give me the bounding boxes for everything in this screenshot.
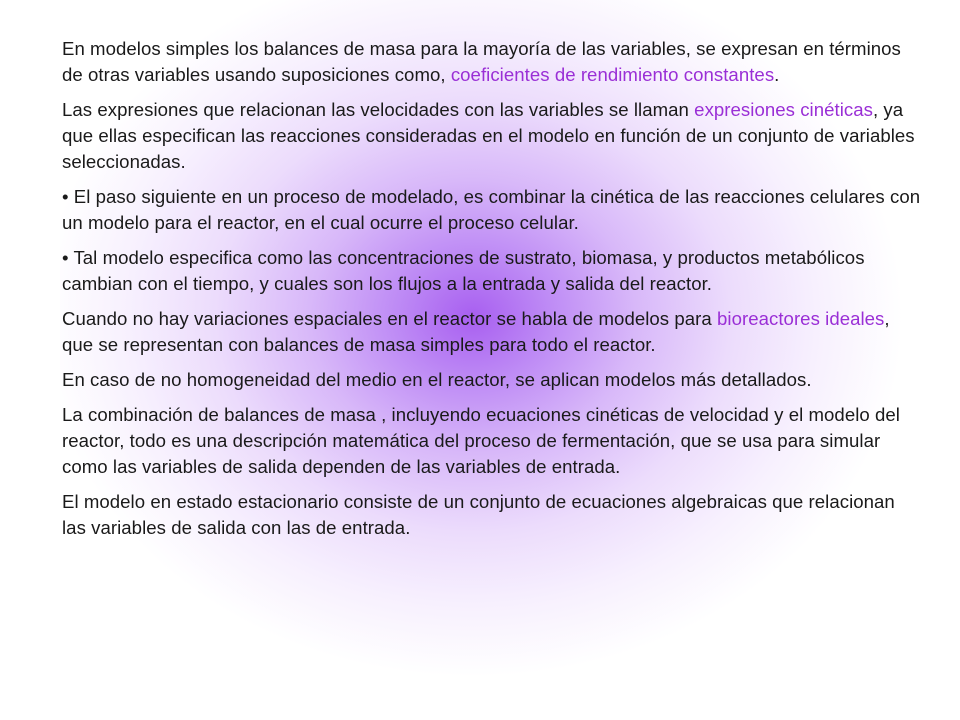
text-segment: • Tal modelo especifica como las concentraciones de sustrato, biomasa, y productos metabólicos cambian con el tiempo, y cuales son los flujos a la entrada y salida del reactor.: [62, 247, 865, 294]
text-segment: .: [774, 64, 780, 85]
text-segment: , que se representan con balances de masa simples para todo el reactor.: [62, 308, 890, 355]
text-segment: Las expresiones que relacionan las velocidades con las variables se llaman: [62, 99, 695, 120]
highlighted-term: coeficientes de rendimiento constantes: [450, 64, 775, 85]
highlighted-term: bioreactores ideales: [717, 308, 885, 329]
text-segment: En modelos simples los balances de masa para la mayoría de las variables, se expresan en términos de otras variables usando suposiciones como,: [62, 38, 901, 85]
paragraph-tal-modelo: [62, 245, 922, 297]
paragraph-no-homogeneidad: [62, 367, 922, 393]
text-segment: Cuando no hay variaciones espaciales en el reactor se habla de modelos para: [62, 308, 717, 329]
text-segment: El modelo en estado estacionario consiste de un conjunto de ecuaciones algebraicas que relacionan las variables de salida con las de entrada.: [62, 491, 895, 538]
paragraph-coeficientes: [62, 36, 922, 88]
paragraph-bioreactores: [62, 306, 922, 358]
paragraph-estacionario: [62, 489, 922, 541]
text-segment: La combinación de balances de masa , incluyendo ecuaciones cinéticas de velocidad y el modelo del reactor, todo es una descripción matemática del proceso de fermentación, que se usa para simular como las variables de salida dependen de las variables de entrada.: [62, 404, 900, 477]
slide-body: [62, 36, 922, 550]
paragraph-paso-siguiente: [62, 184, 922, 236]
paragraph-expresiones: [62, 97, 922, 175]
text-segment: En caso de no homogeneidad del medio en el reactor, se aplican modelos más detallados.: [62, 369, 812, 390]
text-segment: • El paso siguiente en un proceso de modelado, es combinar la cinética de las reacciones celulares con un modelo para el reactor, en el cual ocurre el proceso celular.: [62, 186, 921, 233]
paragraph-combinacion: [62, 402, 922, 480]
text-segment: , ya que ellas especifican las reacciones consideradas en el modelo en función de un conjunto de variables seleccionadas.: [62, 99, 915, 172]
highlighted-term: expresiones cinéticas: [694, 99, 873, 120]
